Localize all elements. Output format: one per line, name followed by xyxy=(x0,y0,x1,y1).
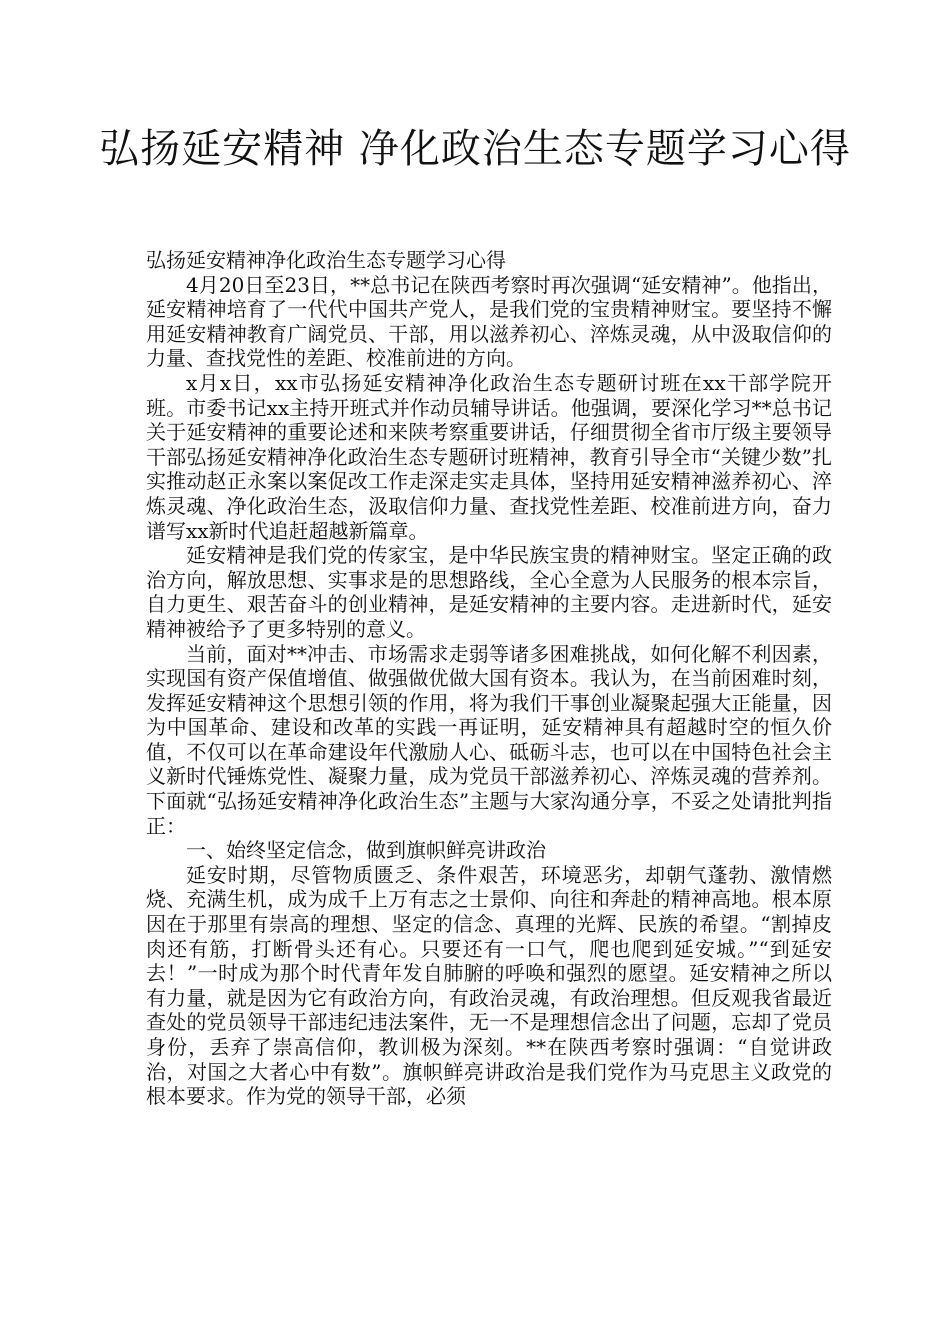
paragraph-3: 延安精神是我们党的传家宝，是中华民族宝贵的精神财宝。坚定正确的政治方向，解放思想、实事求是的思想路线，全心全意为人民服务的根本宗旨，自力更生、艰苦奋斗的创业精神，是延安精神的主要内容。走进新时代，延安精神被给予了更多特别的意义。 xyxy=(146,543,832,641)
section-heading-1: 一、始终坚定信念，做到旗帜鲜亮讲政治 xyxy=(186,838,546,863)
document-body xyxy=(146,248,832,1109)
paragraph-2: x月x日，xx市弘扬延安精神净化政治生态专题研讨班在xx干部学院开班。市委书记xx主持开班式并作动员辅导讲话。他强调，要深化学习**总书记关于延安精神的重要论述和来陕考察重要讲话，仔细贯彻全省市厅级主要领导干部弘扬延安精神净化政治生态专题研讨班精神，教育引导全市“关键少数”扎实推动赵正永案以案促改工作走深走实走具体，坚持用延安精神滋养初心、淬炼灵魂、净化政治生态，汲取信仰力量、查找党性差距、校准前进方向，奋力谱写xx新时代追赶超越新篇章。 xyxy=(146,370,832,543)
paragraph-4: 当前，面对**冲击、市场需求走弱等诸多困难挑战，如何化解不利因素，实现国有资产保值增值、做强做优做大国有资本。我认为，在当前困难时刻，发挥延安精神这个思想引领的作用，将为我们干事创业凝聚起强大正能量，因为中国革命、建设和改革的实践一再证明，延安精神具有超越时空的恒久价值，不仅可以在革命建设年代激励人心、砥砺斗志，也可以在中国特色社会主义新时代锤炼党性、凝聚力量，成为党员干部滋养初心、淬炼灵魂的营养剂。下面就“弘扬延安精神净化政治生态”主题与大家沟通分享，不妥之处请批判指正： xyxy=(146,641,832,838)
paragraph-5: 延安时期，尽管物质匮乏、条件艰苦，环境恶劣，却朝气蓬勃、激情燃烧、充满生机，成为成千上万有志之士景仰、向往和奔赴的精神高地。根本原因在于那里有崇高的理想、坚定的信念、真理的光辉、民族的希望。“割掉皮肉还有筋，打断骨头还有心。只要还有一口气，爬也爬到延安城。”“到延安去！”一时成为那个时代青年发自肺腑的呼唤和强烈的愿望。延安精神之所以有力量，就是因为它有政治方向，有政治灵魂，有政治理想。但反观我省最近查处的党员领导干部违纪违法案件，无一不是理想信念出了问题，忘却了党员身份，丢弃了崇高信仰，教训极为深刻。**在陕西考察时强调：“自觉讲政治，对国之大者心中有数”。旗帜鲜亮讲政治是我们党作为马克思主义政党的根本要求。作为党的领导干部，必须 xyxy=(146,862,832,1109)
document-subtitle: 弘扬延安精神净化政治生态专题学习心得 xyxy=(146,248,506,272)
document-title: 弘扬延安精神 净化政治生态专题学习心得 xyxy=(99,126,851,172)
paragraph-1: 4月20日至23日，**总书记在陕西考察时再次强调“延安精神”。他指出，延安精神培育了一代代中国共产党人，是我们党的宝贵精神财宝。要坚持不懈用延安精神教育广阔党员、干部，用以滋养初心、淬炼灵魂，从中汲取信仰的力量、查找党性的差距、校准前进的方向。 xyxy=(146,272,832,371)
